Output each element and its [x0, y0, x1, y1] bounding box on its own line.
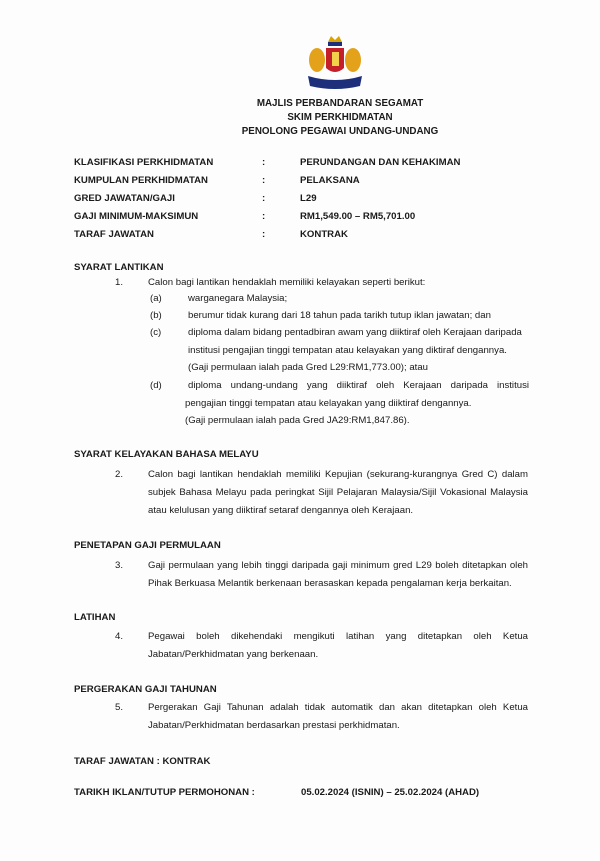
sub-key: (d) [150, 380, 162, 391]
sub-key: (b) [150, 310, 162, 321]
sub-text: diploma undang-undang yang diiktiraf oleh Kerajaan daripada institusi [188, 380, 529, 391]
item-text: Pegawai boleh dikehendaki mengikuti latihan yang ditetapkan oleh Ketua [148, 631, 528, 642]
sub-text: warganegara Malaysia; [188, 293, 288, 304]
section-heading: LATIHAN [74, 612, 116, 623]
application-date-value: 05.02.2024 (ISNIN) – 25.02.2024 (AHAD) [301, 787, 480, 798]
sub-text: pengajian tinggi tempatan atau kelayakan yang diiktiraf dengannya. [185, 398, 472, 409]
item-text: subjek Bahasa Melayu pada peringkat Sijil Pelajaran Malaysia/Sijil Vokasional Malaysia [148, 487, 528, 498]
sub-key: (c) [150, 327, 162, 338]
sub-text: (Gaji permulaan ialah pada Gred JA29:RM1,847.86). [185, 415, 410, 426]
item-number: 1. [115, 277, 124, 288]
item-number: 2. [115, 469, 124, 480]
section-heading: SYARAT KELAYAKAN BAHASA MELAYU [74, 449, 259, 460]
position-title: PENOLONG PEGAWAI UNDANG-UNDANG [241, 126, 439, 137]
info-label: KLASIFIKASI PERKHIDMATAN [74, 157, 214, 168]
item-text: Pergerakan Gaji Tahunan adalah tidak automatik dan akan ditetapkan oleh Ketua [148, 702, 528, 713]
council-crest-logo [304, 34, 366, 92]
section-heading: PERGERAKAN GAJI TAHUNAN [74, 684, 217, 695]
info-value: KONTRAK [300, 229, 348, 240]
info-sep: : [262, 193, 266, 204]
sub-text: institusi pengajian tinggi tempatan atau kelayakan yang diktiraf dengannya. [188, 345, 507, 356]
scheme-title: SKIM PERKHIDMATAN [287, 112, 393, 123]
info-value: L29 [300, 193, 317, 204]
section-heading: SYARAT LANTIKAN [74, 262, 164, 273]
sub-text: diploma dalam bidang pentadbiran awam yang diiktiraf oleh Kerajaan daripada [188, 327, 522, 338]
sub-text: (Gaji permulaan ialah pada Gred L29:RM1,773.00); atau [188, 362, 428, 373]
item-text: Gaji permulaan yang lebih tinggi daripada gaji minimum gred L29 boleh ditetapkan oleh [148, 560, 528, 571]
section-heading: PENETAPAN GAJI PERMULAAN [74, 540, 221, 551]
item-number: 3. [115, 560, 124, 571]
item-text: Jabatan/Perkhidmatan berdasarkan prestasi perkhidmatan. [148, 720, 400, 731]
info-value: PELAKSANA [300, 175, 360, 186]
employment-status: TARAF JAWATAN : KONTRAK [74, 756, 211, 767]
info-label: KUMPULAN PERKHIDMATAN [74, 175, 208, 186]
info-sep: : [262, 229, 266, 240]
item-text: atau kelulusan yang diiktiraf setaraf dengannya oleh Kerajaan. [148, 505, 414, 516]
sub-key: (a) [150, 293, 162, 304]
application-date-label: TARIKH IKLAN/TUTUP PERMOHONAN : [74, 787, 255, 798]
item-text: Jabatan/Perkhidmatan yang berkenaan. [148, 649, 319, 660]
item-number: 5. [115, 702, 124, 713]
item-number: 4. [115, 631, 124, 642]
info-sep: : [262, 157, 266, 168]
item-text: Pihak Berkuasa Melantik berkenaan berasaskan kepada pengalaman kerja berkaitan. [148, 578, 512, 589]
info-label: GRED JAWATAN/GAJI [74, 193, 175, 204]
sub-text: berumur tidak kurang dari 18 tahun pada tarikh tutup iklan jawatan; dan [188, 310, 491, 321]
info-value: RM1,549.00 – RM5,701.00 [300, 211, 416, 222]
info-sep: : [262, 175, 266, 186]
org-name: MAJLIS PERBANDARAN SEGAMAT [256, 98, 424, 109]
item-text: Calon bagi lantikan hendaklah memiliki Kepujian (sekurang-kurangnya Gred C) dalam [148, 469, 528, 480]
info-label: TARAF JAWATAN [74, 229, 154, 240]
info-value: PERUNDANGAN DAN KEHAKIMAN [300, 157, 461, 168]
info-label: GAJI MINIMUM-MAKSIMUN [74, 211, 199, 222]
info-sep: : [262, 211, 266, 222]
item-text: Calon bagi lantikan hendaklah memiliki kelayakan seperti berikut: [148, 277, 426, 288]
